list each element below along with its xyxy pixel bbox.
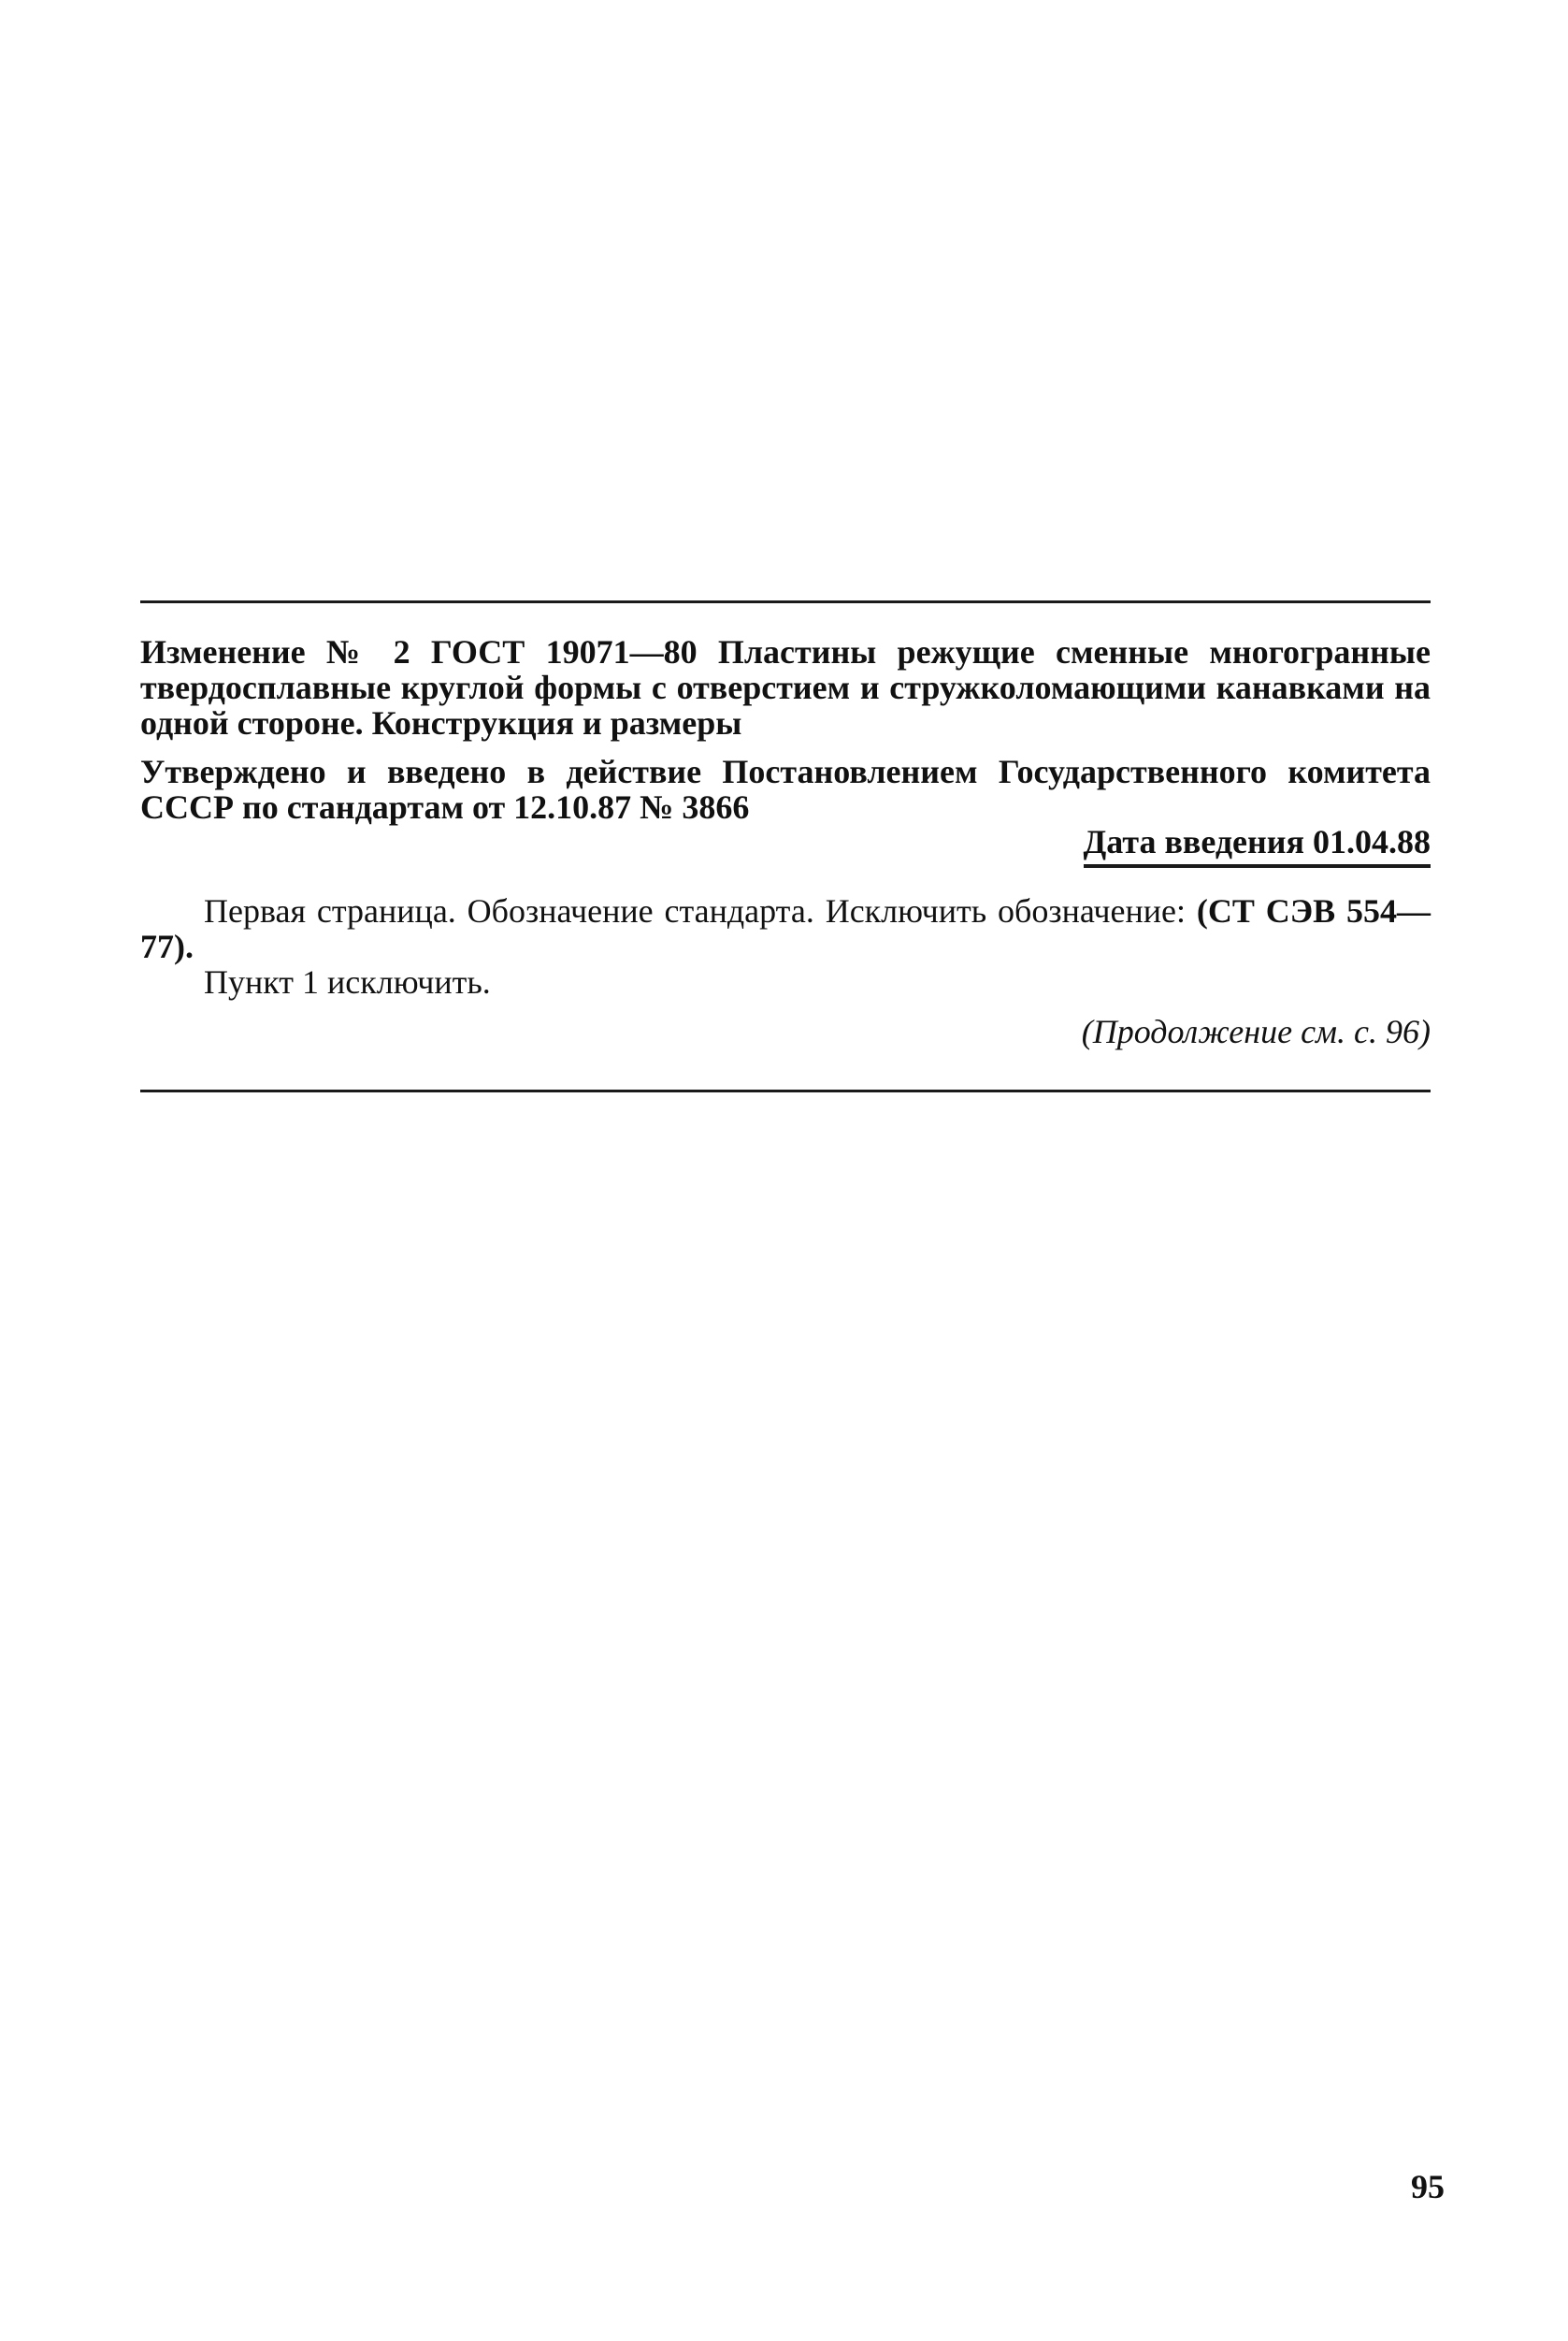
amendment-body [140, 893, 1431, 1000]
top-divider [140, 600, 1431, 603]
page-number: 95 [1411, 2168, 1445, 2205]
approval-statement: Утверждено и введено в действие Постановлением Государственного комитета СССР по стандартам от 12.10.87 № 3866 [140, 753, 1431, 826]
body-paragraph-1 [140, 893, 1431, 964]
body-paragraph-1-bold: (СТ СЭВ 554—77). [140, 892, 1431, 965]
effective-date: Дата введения 01.04.88 [1084, 823, 1431, 868]
body-paragraph-2: Пункт 1 исключить. [204, 963, 491, 1001]
continued-note: (Продолжение см. с. 96) [1081, 1013, 1431, 1050]
body-paragraph-1-text: Первая страница. Обозначение стандарта. Исключить обозначение: [204, 892, 1197, 930]
amendment-title: Изменение № 2 ГОСТ 19071—80 Пластины режущие сменные многогранные твердосплавные круглой формы с отверстием и стружколомающими канавками на одной стороне. Конструкция и размеры [140, 633, 1431, 742]
bottom-divider [140, 1090, 1431, 1092]
